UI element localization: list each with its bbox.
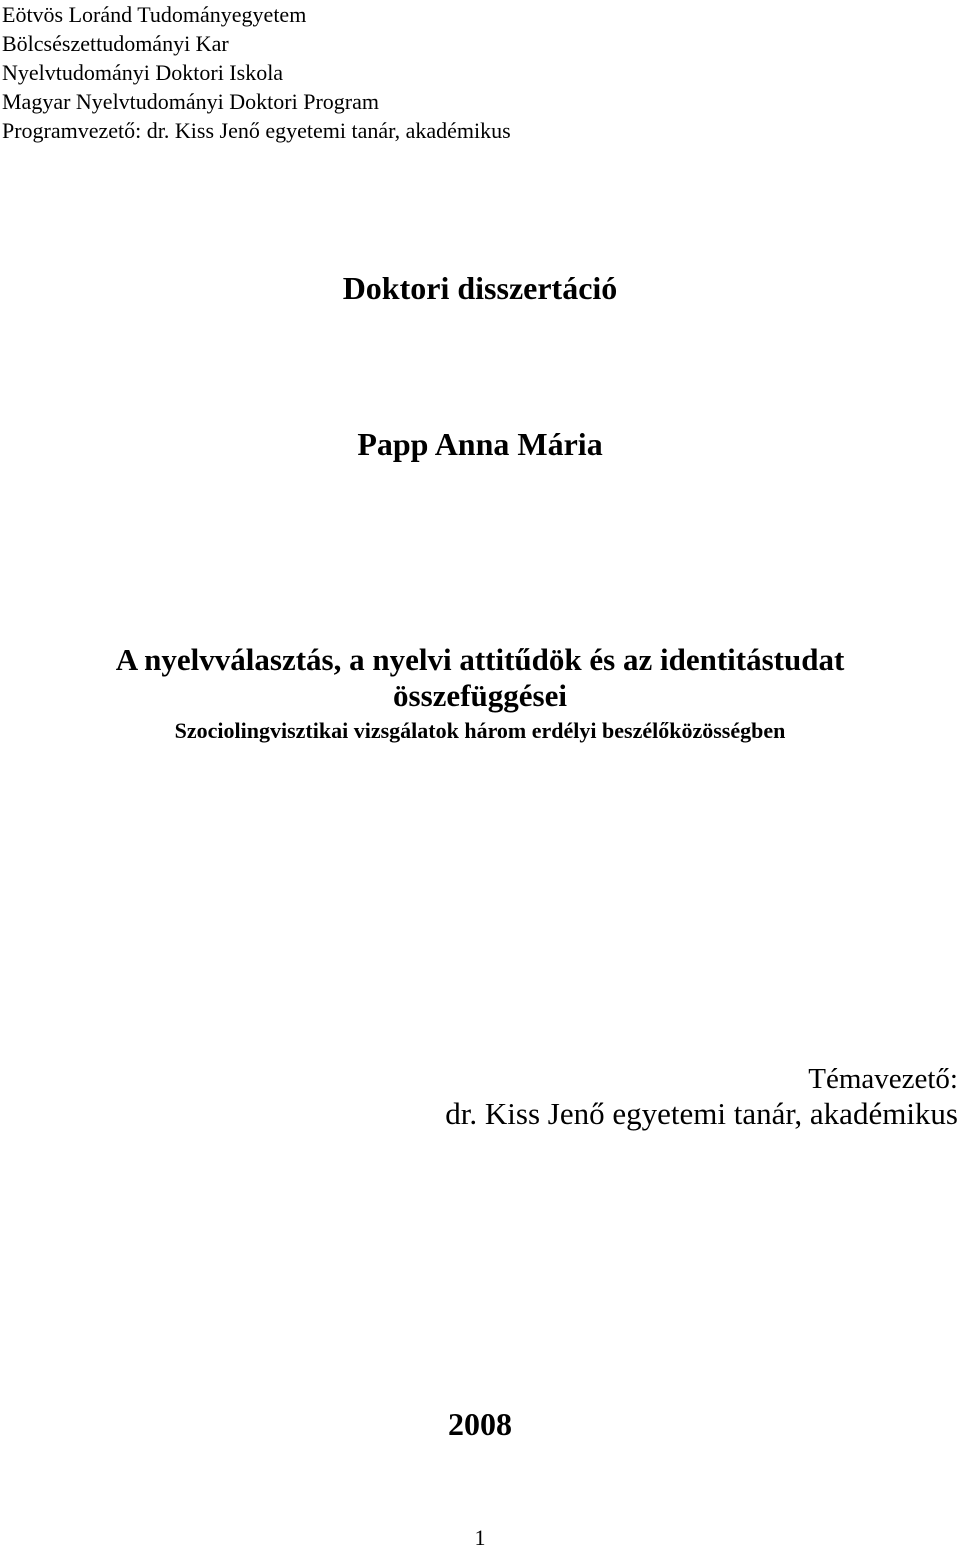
institution-header bbox=[2, 0, 942, 145]
doctoral-school-name: Nyelvtudományi Doktori Iskola bbox=[2, 60, 284, 85]
page-number: 1 bbox=[474, 1525, 486, 1550]
supervisor-label: Témavezető: bbox=[808, 1063, 958, 1095]
program-director: Programvezető: dr. Kiss Jenő egyetemi tanár, akadémikus bbox=[2, 118, 511, 143]
dissertation-title-line-1: A nyelvválasztás, a nyelvi attitűdök és az identitástudat bbox=[115, 642, 845, 677]
document-type: Doktori disszertáció bbox=[342, 270, 618, 306]
faculty-name: Bölcsészettudományi Kar bbox=[2, 31, 229, 56]
publication-year: 2008 bbox=[448, 1406, 512, 1442]
dissertation-title-line-2: összefüggései bbox=[393, 678, 567, 713]
supervisor-name: dr. Kiss Jenő egyetemi tanár, akadémikus bbox=[445, 1096, 958, 1131]
dissertation-title bbox=[0, 642, 960, 714]
author-name: Papp Anna Mária bbox=[357, 426, 603, 462]
doctoral-program-name: Magyar Nyelvtudományi Doktori Program bbox=[2, 89, 379, 114]
university-name: Eötvös Loránd Tudományegyetem bbox=[2, 2, 307, 27]
dissertation-subtitle: Szociolingvisztikai vizsgálatok három erdélyi beszélőközösségben bbox=[174, 718, 786, 743]
supervisor-block bbox=[445, 1062, 958, 1132]
